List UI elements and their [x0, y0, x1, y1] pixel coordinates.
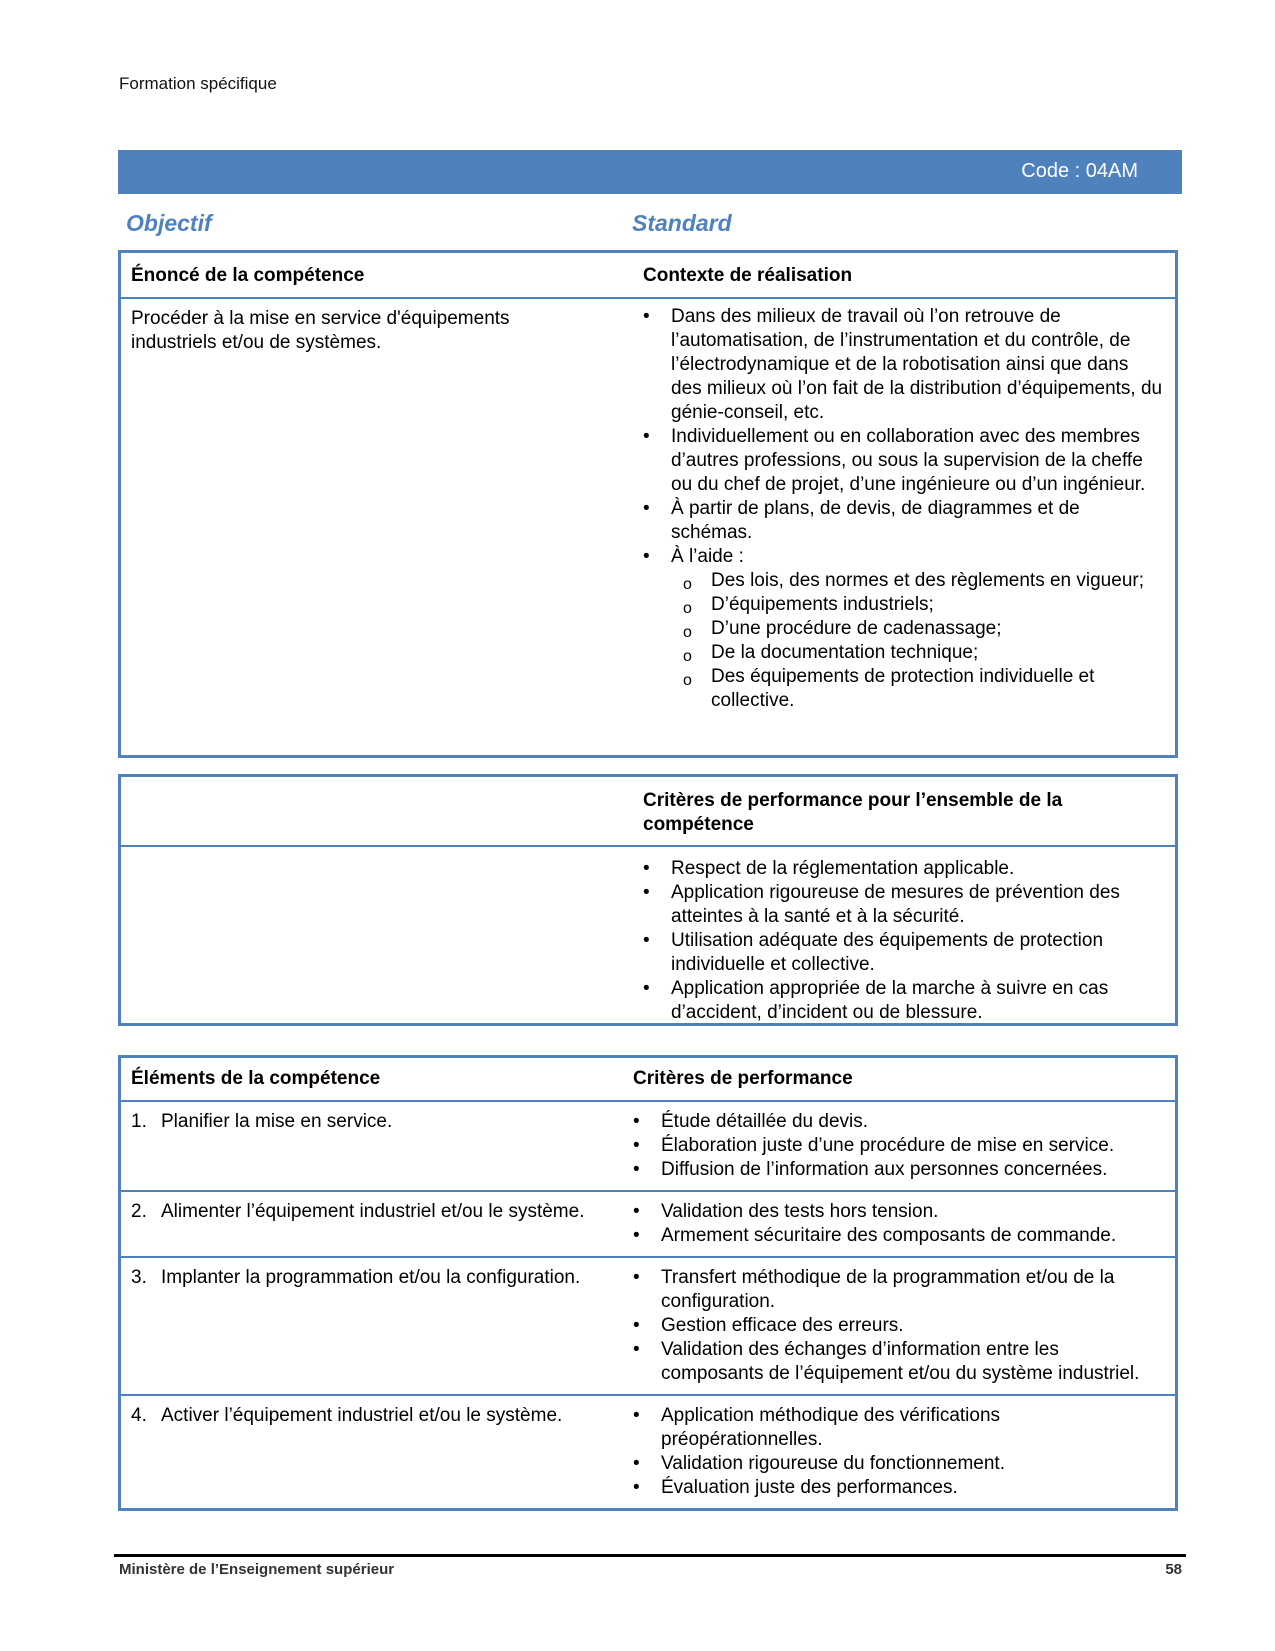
footer-ministry: Ministère de l’Enseignement supérieur	[119, 1561, 395, 1578]
criteres-ensemble-title: Critères de performance pour l’ensemble de la compétence	[643, 790, 1063, 835]
contexte-item: • À partir de plans, de devis, de diagrammes et de schémas.	[643, 497, 1163, 545]
critere-item: • Élaboration juste d’une procédure de mise en service.	[633, 1134, 1165, 1158]
critere-item: • Transfert méthodique de la programmation et/ou de la configuration.	[633, 1266, 1165, 1314]
standard-label: Standard	[632, 210, 732, 236]
element-row	[121, 1394, 1175, 1508]
contexte-list	[643, 305, 1163, 713]
critere-item: • Validation des tests hors tension.	[633, 1200, 1165, 1224]
critere-item: • Application méthodique des vérifications préopérationnelles.	[633, 1404, 1165, 1452]
critere-ensemble-item: • Respect de la réglementation applicable.	[643, 857, 1163, 881]
enonce-text-line-1: Procéder à la mise en service d'équipements	[131, 308, 510, 329]
aide-item: o D’équipements industriels;	[683, 593, 1163, 617]
critere-item: • Validation rigoureuse du fonctionnement.	[633, 1452, 1165, 1476]
critere-ensemble-item: • Application appropriée de la marche à suivre en cas d’accident, d’incident ou de blessure.	[643, 977, 1163, 1025]
contexte-item: • À l’aide :	[643, 545, 1163, 569]
elements-header-row	[121, 1058, 1175, 1100]
enonce-title: Énoncé de la compétence	[131, 265, 365, 286]
footer-rule	[114, 1554, 1186, 1557]
critere-item: • Étude détaillée du devis.	[633, 1110, 1165, 1134]
contexte-item: • Dans des milieux de travail où l’on retrouve de l’automatisation, de l’instrumentation et du contrôle, de l’électrodynamique et de la robotisation ainsi que dans des milieux où l’on fait de la distribution d’équipements, du génie-conseil, etc.	[643, 305, 1163, 425]
element-text: Planifier la mise en service.	[161, 1111, 393, 1132]
contexte-title: Contexte de réalisation	[643, 265, 853, 286]
element-row	[121, 1256, 1175, 1394]
contexte-item: • Individuellement ou en collaboration avec des membres d’autres professions, ou sous la supervision de la cheffe ou du chef de projet, d’une ingénieure ou d’un ingénieur.	[643, 425, 1163, 497]
element-row	[121, 1190, 1175, 1256]
critere-item: • Validation des échanges d’information entre les composants de l’équipement et/ou du système industriel.	[633, 1338, 1165, 1386]
competency-code: Code : 04AM	[1021, 160, 1138, 182]
aide-item: o D’une procédure de cadenassage;	[683, 617, 1163, 641]
critere-ensemble-item: • Application rigoureuse de mesures de prévention des atteintes à la santé et à la sécurité.	[643, 881, 1163, 929]
competence-box-header	[121, 253, 1175, 299]
code-bar	[118, 150, 1182, 194]
criteres-ensemble-header	[121, 777, 1175, 847]
enonce-text	[131, 307, 510, 355]
critere-item: • Armement sécuritaire des composants de commande.	[633, 1224, 1165, 1248]
aide-item: o Des lois, des normes et des règlements en vigueur;	[683, 569, 1163, 593]
elements-col-title: Éléments de la compétence	[131, 1068, 381, 1089]
criteres-ensemble-list	[643, 857, 1163, 1025]
element-number: 3.	[131, 1267, 147, 1288]
aide-item: o Des équipements de protection individuelle et collective.	[683, 665, 1163, 713]
section-header: Formation spécifique	[119, 74, 277, 93]
elements-table	[118, 1055, 1178, 1511]
element-text: Activer l’équipement industriel et/ou le système.	[161, 1405, 563, 1426]
enonce-text-line-2: industriels et/ou de systèmes.	[131, 332, 382, 353]
critere-item: • Évaluation juste des performances.	[633, 1476, 1165, 1500]
element-row	[121, 1100, 1175, 1190]
aide-item: o De la documentation technique;	[683, 641, 1163, 665]
competence-box	[118, 250, 1178, 758]
element-number: 1.	[131, 1111, 147, 1132]
aide-sublist	[643, 569, 1163, 713]
page-number: 58	[1165, 1561, 1182, 1578]
objectif-label: Objectif	[126, 210, 212, 236]
element-number: 2.	[131, 1201, 147, 1222]
critere-ensemble-item: • Utilisation adéquate des équipements de protection individuelle et collective.	[643, 929, 1163, 977]
footer	[119, 1561, 1182, 1578]
critere-item: • Diffusion de l’information aux personnes concernées.	[633, 1158, 1165, 1182]
element-text: Alimenter l’équipement industriel et/ou le système.	[161, 1201, 585, 1222]
critere-item: • Gestion efficace des erreurs.	[633, 1314, 1165, 1338]
criteres-col-title: Critères de performance	[633, 1068, 853, 1089]
element-number: 4.	[131, 1405, 147, 1426]
criteres-ensemble-box	[118, 774, 1178, 1026]
element-text: Implanter la programmation et/ou la configuration.	[161, 1267, 581, 1288]
